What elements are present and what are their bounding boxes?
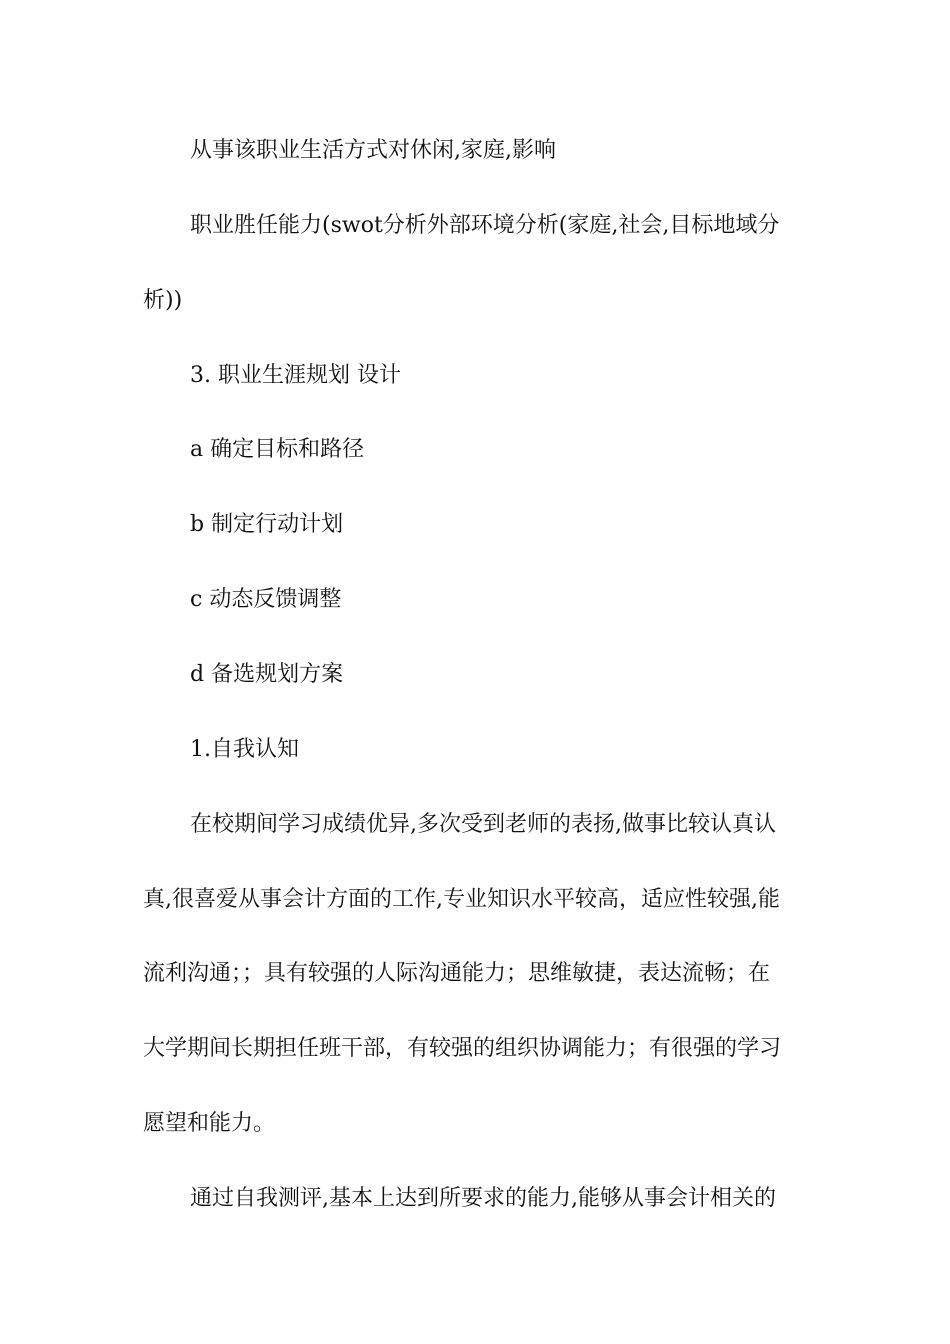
text-line-leisure-family-impact: 从事该职业生活方式对休闲,家庭,影响: [190, 138, 556, 163]
heading-career-planning-design: 3. 职业生涯规划 设计: [190, 363, 401, 388]
text-line-analysis-close: 析)): [143, 288, 183, 313]
paragraph-line-3: 流利沟通；；具有较强的人际沟通能力；思维敏捷，表达流畅；在: [143, 961, 771, 986]
paragraph-line-4: 大学期间长期担任班干部，有较强的组织协调能力；有很强的学习: [143, 1036, 782, 1061]
paragraph-line-2: 真,很喜爱从事会计方面的工作,专业知识水平较高，适应性较强,能: [143, 887, 780, 912]
list-item-d-backup-plan: d 备选规划方案: [190, 662, 344, 687]
paragraph-line-1: 在校期间学习成绩优异,多次受到老师的表扬,做事比较认真认: [190, 812, 776, 837]
heading-self-awareness: 1.自我认知: [190, 737, 299, 762]
list-item-a-goals-paths: a 确定目标和路径: [190, 437, 365, 462]
list-item-c-feedback-adjust: c 动态反馈调整: [190, 587, 342, 612]
paragraph-self-assessment-line-1: 通过自我测评,基本上达到所要求的能力,能够从事会计相关的: [190, 1186, 776, 1211]
list-item-b-action-plan: b 制定行动计划: [190, 512, 344, 537]
text-line-competency-swot: 职业胜任能力(swot分析外部环境分析(家庭,社会,目标地域分: [190, 213, 780, 238]
paragraph-line-5: 愿望和能力。: [143, 1111, 276, 1136]
